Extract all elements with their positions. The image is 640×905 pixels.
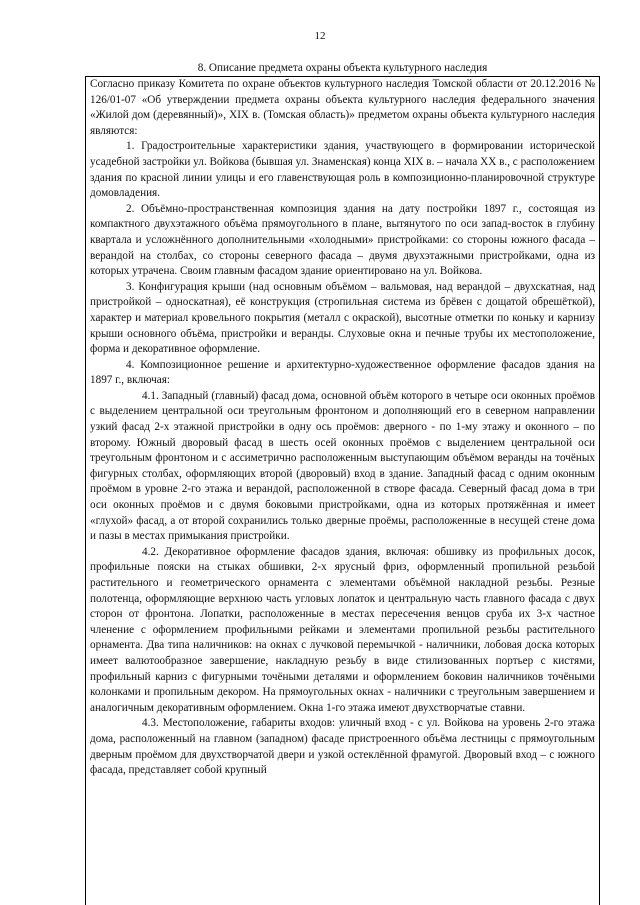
- paragraph-entrances: 4.3. Местоположение, габариты входов: уличный вход - с ул. Войкова на уровень 2-го этажа дома, расположенный на главном (западном) фасаде пристроенного объёма лестницы с прямоугольным дверным проёмом для двухстворчатой двери и узкой остеклённой фрамугой. Дворовый вход – с южного фасада, представляет собой крупный: [90, 717, 595, 777]
- paragraph-roof-configuration: 3. Конфигурация крыши (над основным объёмом – вальмовая, над верандой – двухскатная, над пристройкой – односкатная), её конструкция (стропильная система из брёвен с дощатой обрешёткой), характер и материал кровельного покрытия (металл с окраской), высотные отметки по коньку и карнизу крыши основного объёма, пристройки и веранды. Слуховые окна и печные трубы их местоположение, форма и декоративное оформление.: [90, 280, 595, 356]
- paragraph-urban-planning: 1. Градостроительные характеристики здания, участвующего в формировании исторической усадебной застройки ул. Войкова (бывшая ул. Знаменская) конца XIX в. – начала XX в., с расположением здания по красной линии улицы и его главенствующая роль в композиционно-планировочной структуре домовладения.: [90, 140, 595, 200]
- paragraph-spatial-composition: 2. Объёмно-пространственная композиция здания на дату постройки 1897 г., состоящая из компактного двухэтажного объёма прямоугольного в плане, вытянутого по оси запад-восток в глубину квартала и усложнённого дополнительными «холодными» пристройками: со стороны южного фасада – верандой на столбах, со стороны северного фасада – двумя двухэтажными пристройками, одна из которых утрачена. Своим главным фасадом здание ориентировано на ул. Войкова.: [90, 202, 595, 278]
- paragraph-decorative-finish: 4.2. Декоративное оформление фасадов здания, включая: обшивку из профильных досок, профильные пояски на стыках обшивки, 2-х ярусный фриз, оформленный пропильной резьбой растительного и геометрического орнамента с элементами объёмной накладной резьбы. Резные полотенца, оформляющие верхнюю часть угловых лопаток и центральную часть главного фасада с двух сторон от фронтона. Лопатки, расположенные в местах пересечения венцов сруба их 3-х частное членение с оформлением профильными рейками и элементами пропильной резьбы растительного орнамента. Два типа наличников: на окнах с лучковой перемычкой - наличники, лобовая доска которых имеет валютообразное завершение, накладную резьбу в виде стилизованных портьер с кистями, профильный карниз с фигурными точёными деталями и оформлением боковин наличников точёными колонками и пропильным декором. На прямоугольных окнах - наличники с треугольным завершением и аналогичным декоративным оформлением. Окна 1-го этажа имеют двухстворчатые ставни.: [90, 545, 595, 714]
- page-number: 12: [314, 30, 326, 42]
- paragraph-west-facade: 4.1. Западный (главный) фасад дома, основной объём которого в четыре оси оконных проёмов с выделением центральной оси треугольным фронтоном и дополняющий его в северном направлении узкий фасад 2-х этажной пристройки в одну ось проёмов: дверного - по 1-му этажу и оконного – по второму. Южный дворовый фасад в шесть осей оконных проёмов с выделением центральной оси треугольным фронтоном и с ассиметрично расположенным выступающим объёмом веранды на точёных фигурных столбах, оформляющих второй (дворовый) вход в здание. Западный фасад с одним оконным проёмом в уровне 2-го этажа и верандой, расположенной в створе фасада. Северный фасад дома в три оси оконных проёмов и с двумя боковыми пристройками, одна из которых протяжённая и имеет «глухой» фасад, а от второй сохранились только дверные проёмы, расположенные в несущей стене дома и пазы в местах примыкания пристройки.: [90, 389, 595, 543]
- section-title: 8. Описание предмета охраны объекта культурного наследия: [197, 62, 488, 74]
- intro-paragraph: Согласно приказу Комитета по охране объектов культурного наследия Томской области от 20.12.2016 № 126/01-07 «Об утверждении предмета охраны объекта культурного наследия федерального значения «Жилой дом (деревянный)», XIX в. (Томская область)» предметом охраны объекта культурного наследия являются:: [90, 78, 595, 137]
- protection-subject-box: [85, 76, 600, 905]
- paragraph-facade-composition: 4. Композиционное решение и архитектурно-художественное оформление фасадов здания на 1897 г., включая:: [90, 358, 595, 387]
